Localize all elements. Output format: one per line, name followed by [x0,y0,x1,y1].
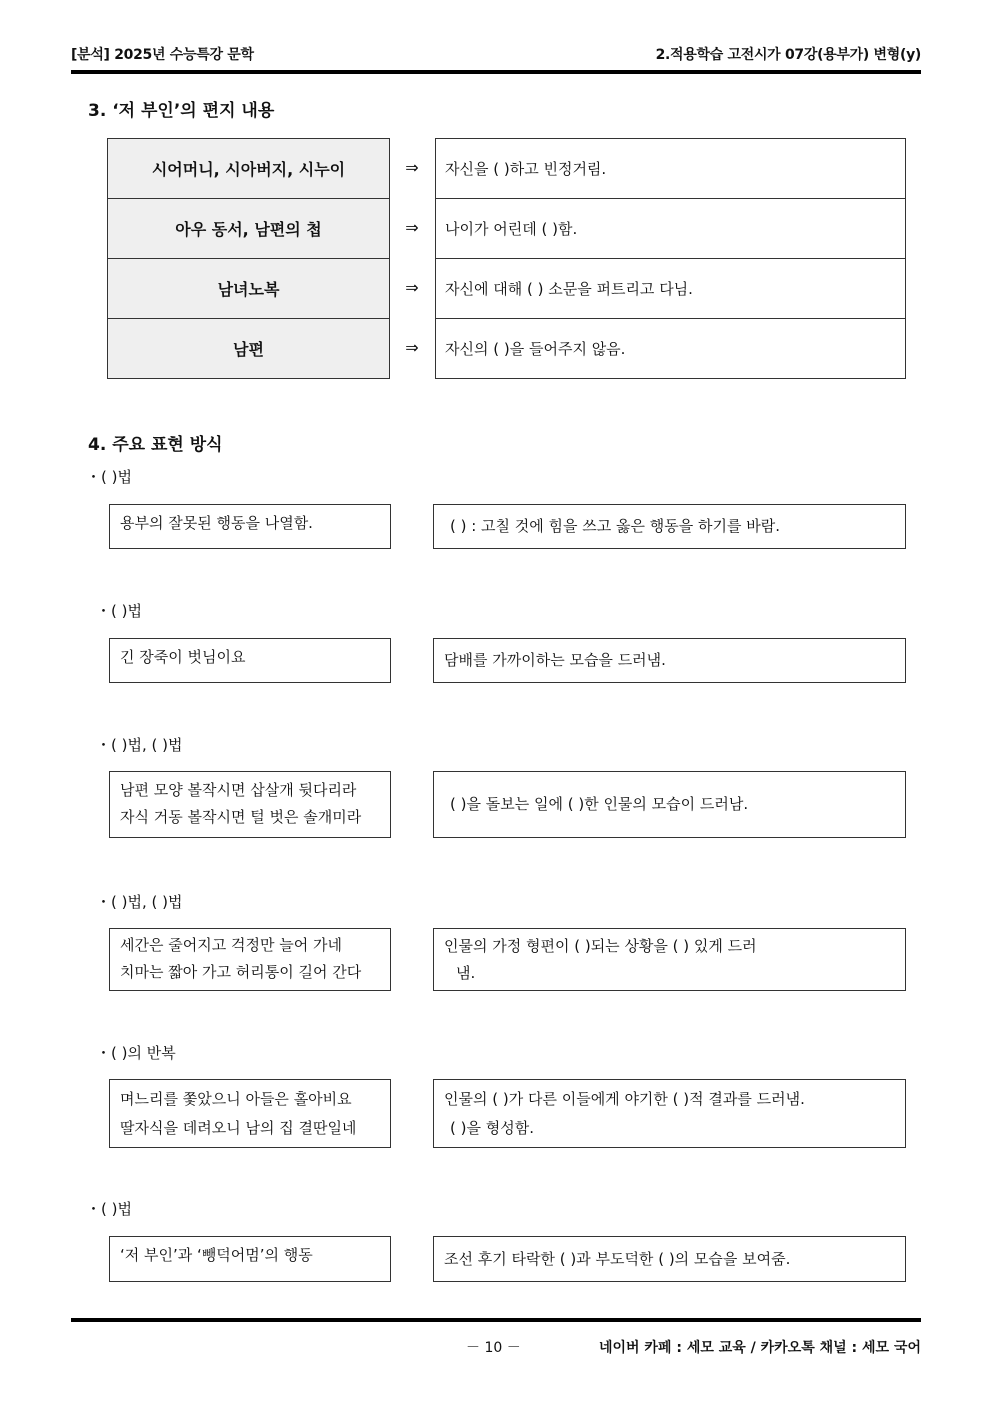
item-1-explanation-box [433,504,906,549]
footer-channel-info: 네이버 카페 : 세모 교육 / 카카오톡 채널 : 세모 국어 [598,1340,921,1356]
arrow-icon: ⇒ [405,218,419,237]
item-1-example-line-1: 용부의 잘못된 행동을 나열함. [120,514,313,532]
item-4-example-line-2: 치마는 짧아 가고 허리통이 길어 간다 [120,963,362,981]
item-6-example-line-1: ‘저 부인’과 ‘뺑덕어멈’의 행동 [120,1246,313,1264]
item-6-explanation-box [433,1236,906,1282]
item-3-bullet: ・( )법, ( )법 [96,736,183,754]
item-5-explanation-line-2: ( )을 형성함. [450,1119,534,1137]
item-2-example-box [109,638,391,683]
table-row-3-right: 자신에 대해 ( ) 소문을 퍼트리고 다님. [435,258,906,319]
item-2-example-line-1: 긴 장죽이 벗님이요 [120,648,246,666]
item-6-example-box [109,1236,391,1282]
item-6-bullet: ・( )법 [86,1200,132,1218]
item-5-explanation-box [433,1079,906,1148]
footer-divider [71,1318,921,1322]
arrow-icon: ⇒ [405,158,419,177]
table-row-3-left: 남녀노복 [107,258,390,319]
arrow-icon: ⇒ [405,338,419,357]
section4-title: 4. 주요 표현 방식 [88,435,223,455]
page-number: － 10 － [466,1340,521,1356]
table-row-4-left: 남편 [107,318,390,379]
item-4-explanation-line-2: 냄. [456,964,476,982]
item-1-example-box [109,504,391,549]
item-5-explanation-line-1: 인물의 ( )가 다른 이들에게 야기한 ( )적 결과를 드러냄. [444,1090,805,1108]
item-2-explanation-line-1: 담배를 가까이하는 모습을 드러냄. [444,651,666,669]
item-1-bullet: ・( )법 [86,468,132,486]
item-5-example-box [109,1079,391,1148]
item-4-example-box [109,928,391,991]
item-4-example-line-1: 세간은 줄어지고 걱정만 늘어 가네 [120,936,342,954]
table-row-2-left: 아우 동서, 남편의 첩 [107,198,390,259]
arrow-icon: ⇒ [405,278,419,297]
item-5-bullet: ・( )의 반복 [96,1044,176,1062]
header-right-title: 2.적용학습 고전시가 07강(용부가) 변형(y) [655,47,921,63]
item-3-example-line-1: 남편 모양 볼작시면 삽살개 뒷다리라 [120,781,357,799]
item-3-explanation-line-1: ( )을 돌보는 일에 ( )한 인물의 모습이 드러남. [450,795,749,813]
table-row-1-left: 시어머니, 시아버지, 시누이 [107,138,390,199]
item-2-bullet: ・( )법 [96,602,142,620]
item-4-explanation-box [433,928,906,991]
table-row-1-right: 자신을 ( )하고 빈정거림. [435,138,906,199]
item-4-bullet: ・( )법, ( )법 [96,893,183,911]
item-1-explanation-line-1: ( ) : 고칠 것에 힘을 쓰고 옳은 행동을 하기를 바람. [450,517,781,535]
header-divider [71,70,921,74]
table-row-4-right: 자신의 ( )을 들어주지 않음. [435,318,906,379]
item-3-explanation-box [433,771,906,838]
item-5-example-line-1: 며느리를 쫓았으니 아들은 홀아비요 [120,1090,352,1108]
header-left-title: [분석] 2025년 수능특강 문학 [71,47,254,63]
item-3-example-line-2: 자식 거동 볼작시면 털 벗은 솔개미라 [120,808,362,826]
section3-title: 3. ‘저 부인’의 편지 내용 [88,101,275,121]
table-row-2-right: 나이가 어린데 ( )함. [435,198,906,259]
item-5-example-line-2: 딸자식을 데려오니 남의 집 결딴일네 [120,1119,357,1137]
item-4-explanation-line-1: 인물의 가정 형편이 ( )되는 상황을 ( ) 있게 드러 [444,937,757,955]
item-6-explanation-line-1: 조선 후기 타락한 ( )과 부도덕한 ( )의 모습을 보여줌. [444,1250,791,1268]
item-2-explanation-box [433,638,906,683]
item-3-example-box [109,771,391,838]
